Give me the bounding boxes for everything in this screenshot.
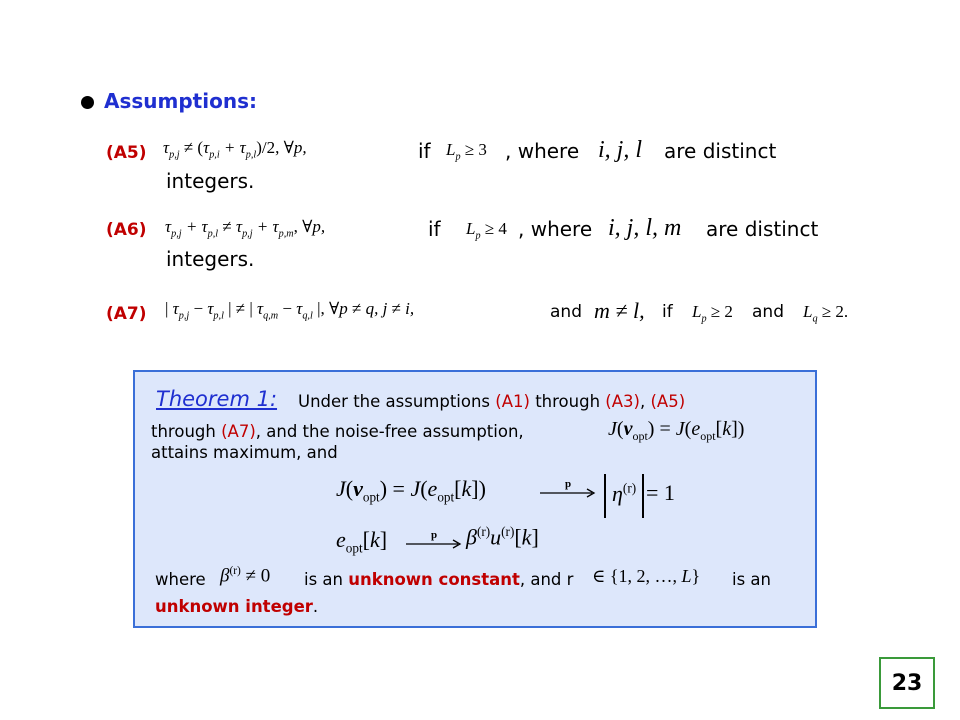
theorem-line2 — [151, 422, 524, 441]
a5-vars: i, j, l — [598, 137, 643, 163]
a5-if: if — [418, 139, 431, 163]
a7-and2: and — [752, 302, 784, 322]
is-an: is an — [304, 570, 343, 589]
eta-abs: $\eta^{(r)}$ — [598, 474, 650, 518]
a5-formula: $\tau_{p,j} \ne (\tau_{p,i} + \tau_{p,l})/2$, ∀p, — [163, 138, 307, 161]
unknown-constant: unknown constant — [348, 570, 520, 589]
theorem-title: Theorem 1: — [156, 387, 278, 411]
a6-tail: are distinct — [706, 217, 819, 241]
unknown-integer: unknown integer — [155, 597, 313, 616]
convergence-arrow-2 — [404, 529, 464, 549]
beta-ne-zero: $\beta^{(r)} \ne 0$ — [220, 565, 271, 587]
through-word: through — [535, 392, 601, 411]
r-set: ∈ {1, 2, …, L} — [592, 566, 701, 586]
a6-tag: (A6) — [106, 220, 147, 240]
a7-if: if — [662, 302, 673, 322]
page-number: 23 — [879, 657, 935, 709]
a5-condition: $L_p \ge 3$ — [446, 140, 487, 163]
ref-a7: (A7) — [221, 422, 256, 441]
assumptions-heading: Assumptions: — [104, 89, 257, 113]
equation-1-right: = 1 — [646, 480, 675, 505]
ref-a1: (A1) — [495, 392, 530, 411]
a7-cond2: $L_p \ge 2$ — [692, 302, 733, 325]
a7-cond1: m ≠ l, — [594, 298, 645, 323]
a7-formula: | $\tau_{p,j} - \tau_{p,l}$ | ≠ | $\tau_{q,m} - \tau_{q,l}$ |, ∀p ≠ q, j ≠ i, — [165, 299, 415, 322]
a6-line2: integers. — [166, 247, 255, 271]
svg-text:p: p — [565, 478, 572, 490]
comma: , — [639, 392, 646, 411]
a6-formula: $\tau_{p,j} + \tau_{p,l} \ne \tau_{p,j} + \tau_{p,m}$, ∀p, — [165, 217, 326, 240]
and-r: , and r — [519, 570, 574, 589]
equation-2-left: $e_{opt}[k]$ — [336, 527, 388, 556]
a5-tail: are distinct — [664, 139, 777, 163]
theorem-line1-text: Under the assumptions — [298, 392, 491, 411]
a6-condition: $L_p \ge 4$ — [466, 219, 507, 242]
is-an-2: is an — [732, 570, 771, 589]
a7-cond3: $L_q \ge 2$. — [803, 302, 849, 325]
ref-a3: (A3) — [605, 392, 640, 411]
through-word-2: through — [151, 422, 216, 441]
theorem-line1 — [298, 392, 685, 411]
where-line-2 — [155, 597, 318, 616]
theorem-formula1: $J(v_{opt}) = J(e_{opt}[k])$ — [608, 418, 745, 443]
a5-where: , where — [505, 139, 580, 163]
a6-vars: i, j, l, m — [608, 215, 682, 241]
a5-line2: integers. — [166, 169, 255, 193]
a5-tag: (A5) — [106, 143, 147, 163]
equation-1: $J(v_{opt}) = J(e_{opt}[k])$ — [336, 476, 486, 505]
convergence-arrow-1 — [538, 478, 598, 498]
equation-2-right: $\beta^{(r)}u^{(r)}[k]$ — [466, 524, 539, 550]
theorem-line2-text: , and the noise-free assumption, — [255, 422, 524, 441]
where-word: where — [155, 570, 206, 589]
a6-where: , where — [518, 217, 593, 241]
bullet-icon — [81, 96, 94, 109]
svg-text:p: p — [431, 529, 438, 541]
theorem-line3: attains maximum, and — [151, 443, 338, 462]
a7-and1: and — [550, 302, 582, 322]
a7-tag: (A7) — [106, 304, 147, 324]
a6-if: if — [428, 217, 441, 241]
where-line — [304, 570, 573, 589]
ref-a5: (A5) — [650, 392, 686, 411]
period: . — [312, 597, 319, 616]
